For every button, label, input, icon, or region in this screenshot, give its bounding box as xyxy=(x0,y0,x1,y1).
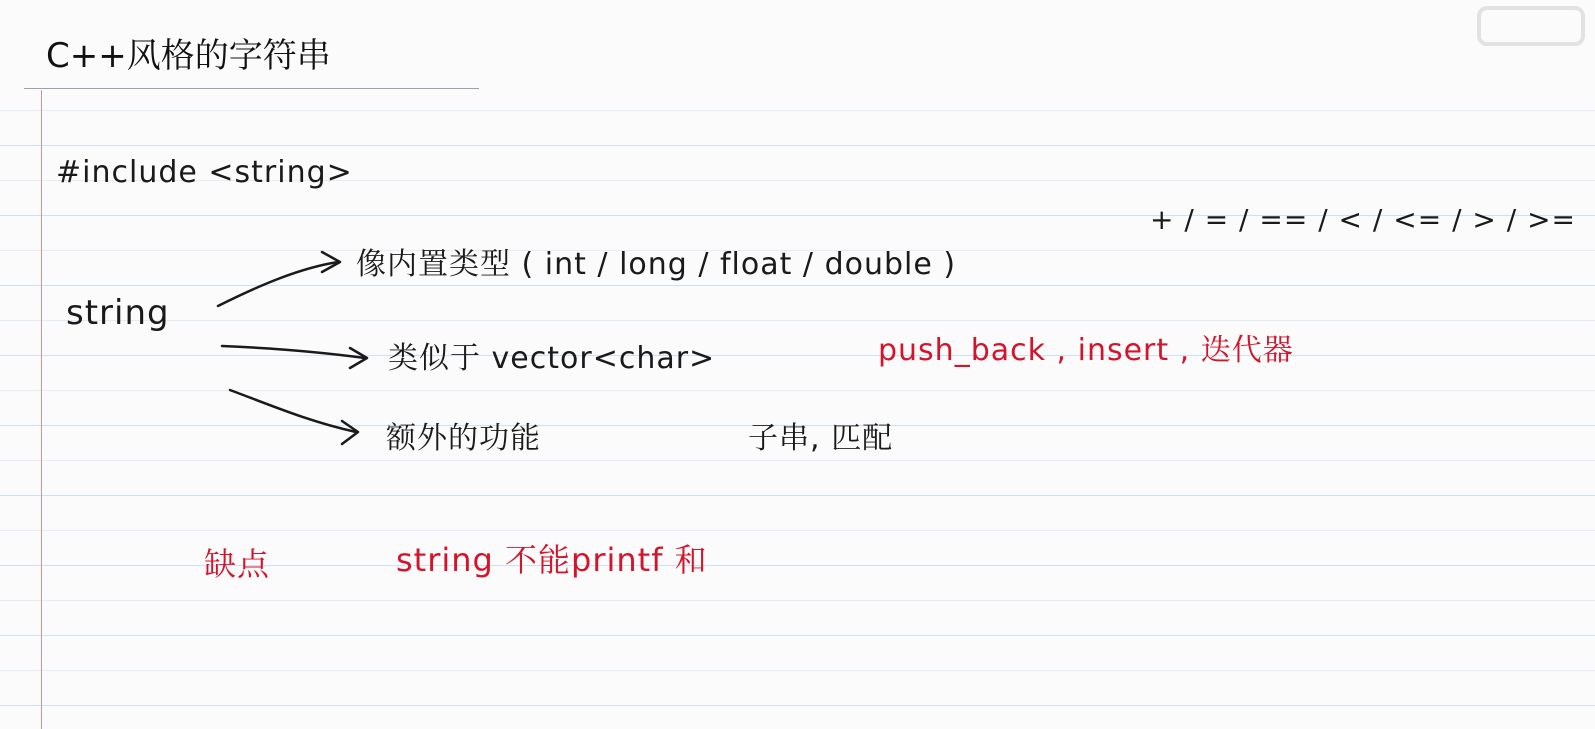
video-watermark-logo xyxy=(1471,2,1591,50)
extra-features-list: 子串, 匹配 xyxy=(748,421,894,456)
arrowhead-extra xyxy=(342,421,358,444)
arrow-to-vector xyxy=(222,346,365,358)
comparison-operators: + / = / == / < / <= / > / >= xyxy=(1150,203,1577,236)
branch-like-vector: 类似于 vector<char> xyxy=(388,341,716,376)
vector-methods: push_back , insert , 迭代器 xyxy=(878,333,1294,368)
arrowhead-builtin xyxy=(322,252,340,272)
arrow-to-extra xyxy=(230,390,356,432)
drawback-text: string 不能printf 和 xyxy=(396,541,708,579)
branch-builtin-types: 像内置类型 ( int / long / float / double ) xyxy=(356,247,957,282)
title-area xyxy=(0,0,1595,90)
include-directive: #include <string> xyxy=(56,155,353,190)
string-label: string xyxy=(66,293,170,333)
arrowhead-vector xyxy=(350,348,367,368)
notebook-margin-line xyxy=(41,0,42,729)
title-underline xyxy=(24,88,479,89)
page-title: C++风格的字符串 xyxy=(46,36,331,76)
drawback-label: 缺点 xyxy=(204,545,271,583)
branch-extra-features: 额外的功能 xyxy=(386,421,541,456)
arrow-to-builtin xyxy=(218,262,338,306)
